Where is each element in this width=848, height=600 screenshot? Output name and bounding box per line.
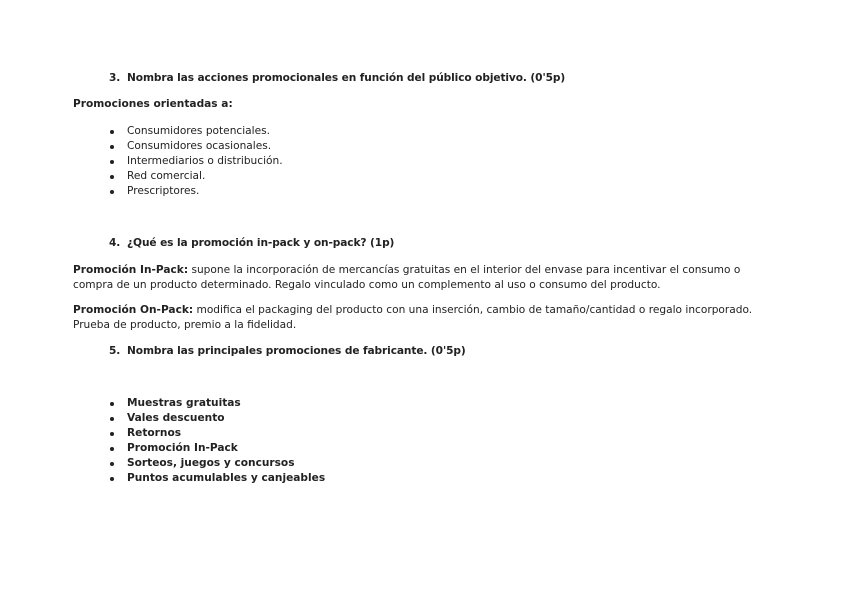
- list-item: Puntos acumulables y canjeables: [109, 471, 325, 486]
- list-item: Vales descuento: [109, 411, 325, 426]
- question-number: 5.: [109, 345, 121, 357]
- question-number: 3.: [109, 72, 121, 84]
- question-number: 4.: [109, 237, 121, 249]
- onpack-term: Promoción On-Pack:: [73, 304, 194, 316]
- question-5-heading: [109, 345, 466, 357]
- list-item: Promoción In-Pack: [109, 441, 325, 456]
- list-item: Muestras gratuitas: [109, 396, 325, 411]
- list-item: Consumidores ocasionales.: [109, 139, 283, 154]
- list-item: Retornos: [109, 426, 325, 441]
- onpack-paragraph: [73, 303, 783, 332]
- question-4-heading: [109, 237, 394, 249]
- inpack-text: supone la incorporación de mercancías gratuitas en el interior del envase para incentivar el consumo o compra de un producto determinado. Regalo vinculado como un complemento al uso o consumo del producto.: [73, 264, 741, 291]
- inpack-paragraph: [73, 263, 783, 292]
- manufacturer-promotions-list: [109, 396, 325, 486]
- list-item: Prescriptores.: [109, 184, 283, 199]
- intro-label: Promociones orientadas a:: [73, 98, 233, 110]
- inpack-term: Promoción In-Pack:: [73, 264, 189, 276]
- list-item: Intermediarios o distribución.: [109, 154, 283, 169]
- question-text: Nombra las acciones promocionales en función del público objetivo. (0'5p): [127, 72, 566, 84]
- question-3-heading: [109, 72, 565, 84]
- list-item: Red comercial.: [109, 169, 283, 184]
- audience-list: [109, 124, 283, 199]
- list-item: Sorteos, juegos y concursos: [109, 456, 325, 471]
- question-text: Nombra las principales promociones de fabricante. (0'5p): [127, 345, 466, 357]
- list-item: Consumidores potenciales.: [109, 124, 283, 139]
- onpack-text: modifica el packaging del producto con una inserción, cambio de tamaño/cantidad o regalo incorporado. Prueba de producto, premio a la fidelidad.: [73, 304, 753, 331]
- question-text: ¿Qué es la promoción in-pack y on-pack? (1p): [127, 237, 395, 249]
